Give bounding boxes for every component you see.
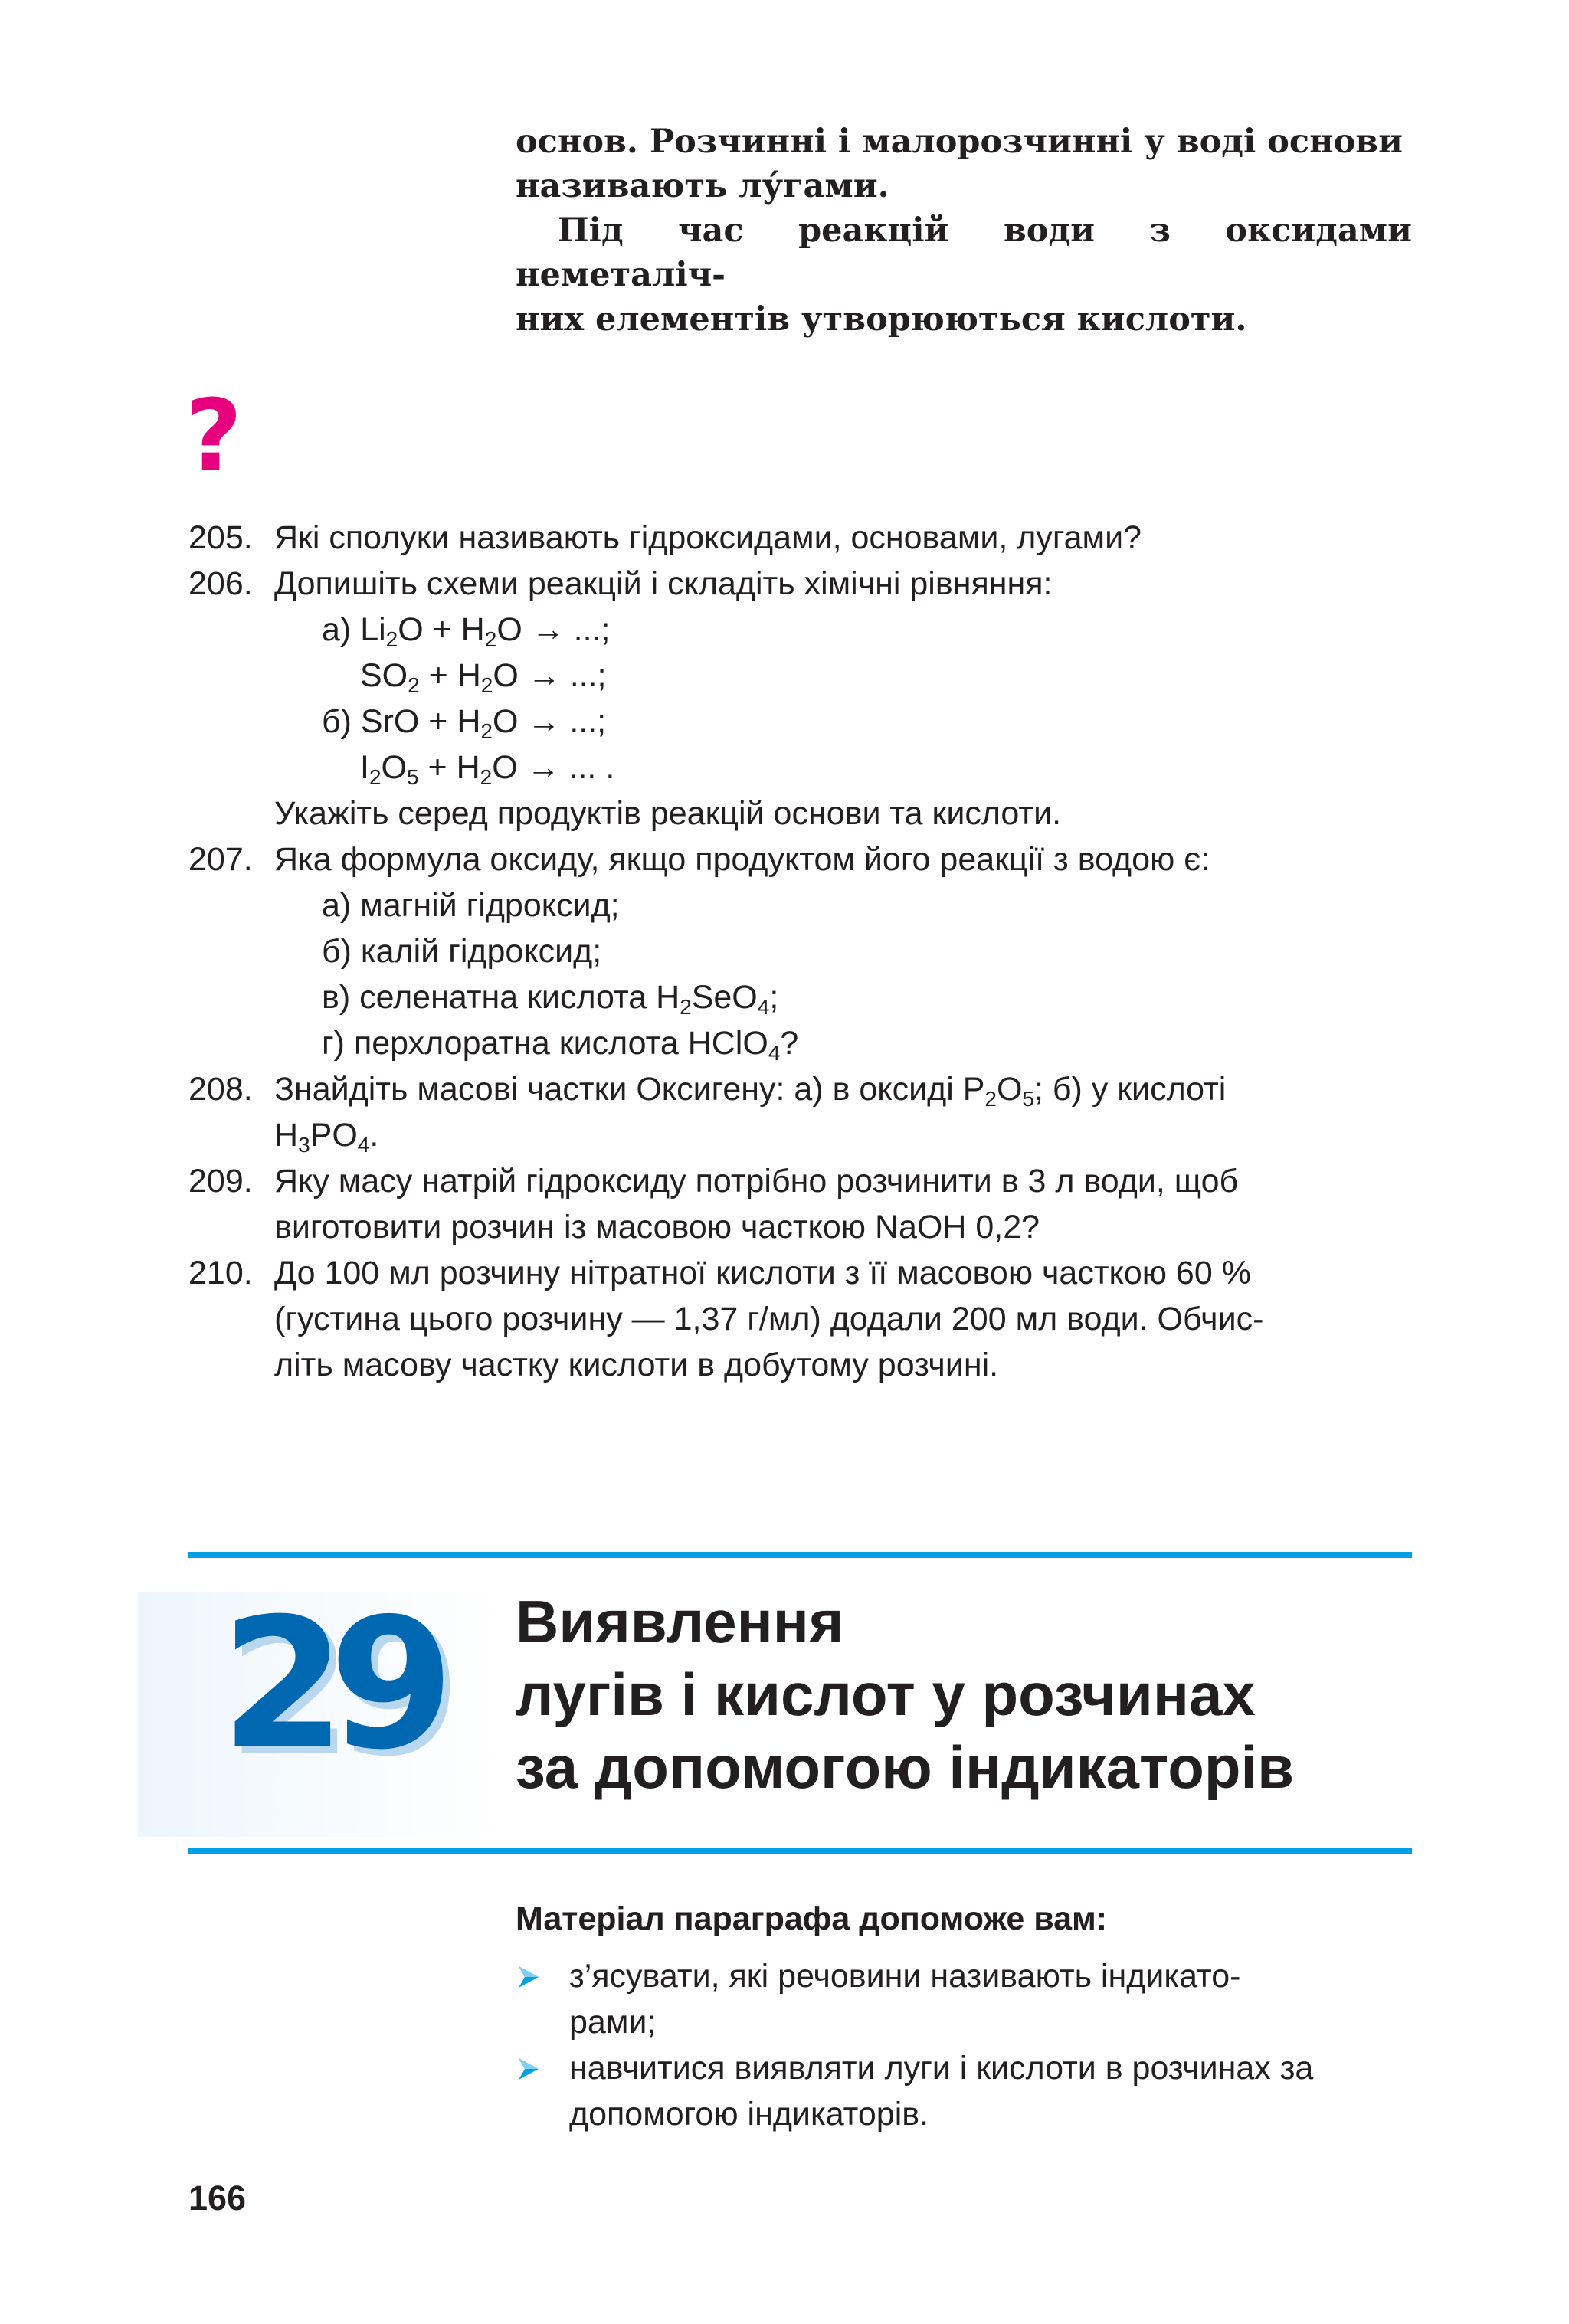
exercise-210: [188, 1250, 1412, 1388]
exercise-206: [188, 561, 1412, 836]
exercise-number: 207.: [188, 841, 253, 878]
exercise-number: 205.: [188, 519, 253, 556]
equation-a1: а) $Li_2O + H_2O$ → ...;: [322, 611, 611, 651]
chevron-right-icon: [516, 2045, 569, 2137]
equation-a2: $SO_2 + H_2O$ → ...;: [360, 657, 607, 697]
intro-line: них елементів утворюються кислоти.: [516, 300, 1247, 339]
objective-text: допомогою індикаторів.: [569, 2096, 929, 2133]
objectives-title: Матеріал параграфа допоможе вам:: [516, 1900, 1108, 1937]
exercise-list: [188, 515, 1412, 1388]
equation-b1: б) SrO + $H_2O$ → ...;: [322, 703, 607, 743]
intro-text: [516, 119, 1412, 342]
exercise-text: літь масову частку кислоти в добутому розчині.: [274, 1347, 999, 1383]
exercise-208: [188, 1066, 1412, 1158]
chapter-title-line: за допомогою індикаторів: [516, 1733, 1295, 1801]
chapter-number: 29: [221, 1580, 438, 1789]
objective-item: [516, 1953, 1412, 2045]
exercise-text: Які сполуки називають гідроксидами, основами, лугами?: [274, 519, 1142, 556]
exercise-text: Знайдіть масові частки Оксигену: а) в оксиді $P_2O_5$; б) у кислоті: [274, 1071, 1227, 1111]
chapter-title-line: лугів і кислот у розчинах: [516, 1661, 1256, 1728]
objective-item: [516, 2045, 1412, 2137]
objectives-list: [516, 1953, 1412, 2137]
option-a: а) магній гідроксид;: [322, 887, 620, 924]
chapter-bottom-rule: [188, 1848, 1412, 1854]
objective-text: навчитися виявляти луги і кислоти в розчинах за: [569, 2050, 1314, 2087]
chapter-title-line: Виявлення: [516, 1588, 844, 1655]
exercise-number: 209.: [188, 1163, 253, 1200]
intro-line: Під час реакцій води з оксидами неметаліч-: [516, 211, 1412, 294]
option-d: г) перхлоратна кислота HClO$_4$?: [322, 1025, 799, 1065]
exercise-footer: Укажіть серед продуктів реакцій основи та кислоти.: [274, 795, 1062, 832]
exercise-number: 210.: [188, 1255, 253, 1291]
chevron-right-icon: [516, 1953, 569, 2045]
page-number: 166: [188, 2178, 247, 2218]
option-c: в) селенатна кислота $H_2SeO_4$;: [322, 979, 779, 1019]
exercise-text: Яка формула оксиду, якщо продуктом його реакції з водою є:: [274, 841, 1210, 878]
exercise-205: [188, 515, 1412, 561]
exercise-text: (густина цього розчину — 1,37 г/мл) додали 200 мл води. Обчис-: [274, 1301, 1264, 1337]
exercise-209: [188, 1158, 1412, 1250]
chapter-top-rule: [188, 1552, 1412, 1558]
chapter-title: [516, 1586, 1412, 1804]
equation-b2: $I_2O_5 + H_2O$ → ... .: [360, 749, 615, 789]
intro-line: називають лу́гами.: [516, 167, 889, 205]
exercise-207: [188, 836, 1412, 1066]
exercise-text: виготовити розчин із масовою часткою NaOH 0,2?: [274, 1209, 1040, 1245]
exercise-number: 208.: [188, 1071, 253, 1108]
exercise-formula: $H_3PO_4$.: [274, 1117, 379, 1157]
option-b: б) калій гідроксид;: [322, 933, 602, 970]
exercise-text: До 100 мл розчину нітратної кислоти з її масовою часткою 60 %: [274, 1255, 1251, 1291]
intro-line: основ. Розчинні і малорозчинні у воді основи: [516, 123, 1404, 161]
exercise-text: Яку масу натрій гідроксиду потрібно розчинити в 3 л води, щоб: [274, 1163, 1239, 1200]
objective-text: рами;: [569, 2004, 657, 2041]
exercise-text: Допишіть схеми реакцій і складіть хімічні рівняння:: [274, 565, 1053, 602]
objective-text: з’ясувати, які речовини називають індикато-: [569, 1958, 1241, 1995]
exercise-number: 206.: [188, 565, 253, 602]
question-mark-icon: ?: [185, 379, 243, 493]
